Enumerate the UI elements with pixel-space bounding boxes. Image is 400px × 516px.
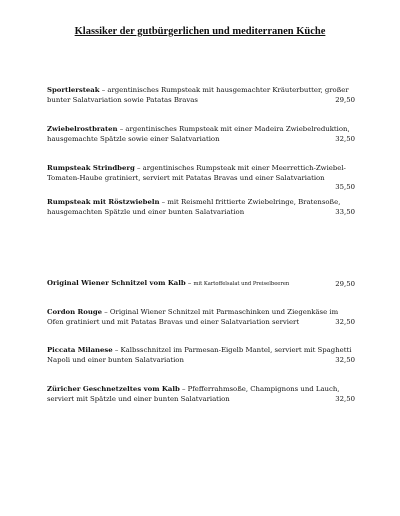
dish-description: mit Reismehl frittierte Zwiebelringe, Bratensoße, hausgemachten Spätzle und einer bunten Salatvariation <box>47 198 341 216</box>
dish-separator: – <box>102 308 110 316</box>
dish-description: argentinisches Rumpsteak mit hausgemachter Kräuterbutter, großer bunter Salatvariation sowie Patatas Bravas <box>47 86 349 104</box>
dish-separator: – <box>179 385 188 393</box>
dish-price: 32,50 <box>335 394 355 403</box>
dish-name: Piccata Milanese <box>47 346 113 354</box>
dish-name: Rumpsteak mit Röstzwiebeln <box>47 198 160 206</box>
menu-title: Klassiker der gutbürgerlichen und mediterranen Küche <box>74 26 326 37</box>
dish-description: argentinisches Rumpsteak mit einer Meerrettich-Zwiebel-Tomaten-Haube gratiniert, serviert mit Patatas Bravas und einer Salatvariation <box>47 164 346 182</box>
dish-price: 32,50 <box>335 134 355 143</box>
dish-price: 33,50 <box>335 207 355 216</box>
dish-name: Zwiebelrostbraten <box>47 125 118 133</box>
dish-price: 35,50 <box>335 183 355 192</box>
dish-price: 29,50 <box>335 280 355 288</box>
menu-item-wiener-schnitzel <box>47 279 355 290</box>
dish-price: 29,50 <box>335 95 355 104</box>
menu-item-sportlersteak <box>47 86 355 105</box>
menu-item-rumpsteak-strindberg <box>47 164 355 193</box>
dish-name: Züricher Geschnetzeltes vom Kalb <box>47 385 180 393</box>
dish-name: Original Wiener Schnitzel vom Kalb <box>47 279 186 287</box>
dish-separator: – <box>117 125 126 133</box>
dish-name: Cordon Rouge <box>47 308 103 316</box>
dish-separator: – <box>185 279 194 287</box>
dish-price: 32,50 <box>335 355 355 364</box>
dish-description: argentinisches Rumpsteak mit einer Madeira Zwiebelreduktion, hausgemachte Spätzle sowie einer Salatvariation <box>47 125 350 143</box>
dish-name: Sportlersteak <box>47 86 100 94</box>
dish-price: 32,50 <box>335 317 355 326</box>
dish-description: Kalbsschnitzel im Parmesan-Eigelb Mantel, serviert mit Spaghetti Napoli und einer bunten Salatvariation <box>47 346 352 364</box>
menu-item-cordon-rouge <box>47 308 355 327</box>
dish-name: Rumpsteak Strindberg <box>47 164 135 172</box>
dish-separator: – <box>99 86 108 94</box>
dish-separator: – <box>159 198 168 206</box>
dish-description: Original Wiener Schnitzel mit Parmaschinken und Ziegenkäse im Ofen gratiniert und mit Patatas Bravas und einer Salatvariation serviert <box>47 308 339 326</box>
dish-description: Pfefferrahmsoße, Champignons und Lauch, serviert mit Spätzle und einer bunten Salatvariation <box>47 385 340 403</box>
menu-item-zuericher-geschnetzeltes <box>47 385 355 404</box>
menu-item-piccata-milanese <box>47 346 355 365</box>
menu-item-zwiebelrostbraten <box>47 125 355 144</box>
dish-separator: – <box>134 164 143 172</box>
dish-separator: – <box>112 346 121 354</box>
menu-item-rumpsteak-roestzwiebeln <box>47 198 355 217</box>
dish-description: mit Kartoffelsalat und Preiselbeeren <box>193 281 290 287</box>
